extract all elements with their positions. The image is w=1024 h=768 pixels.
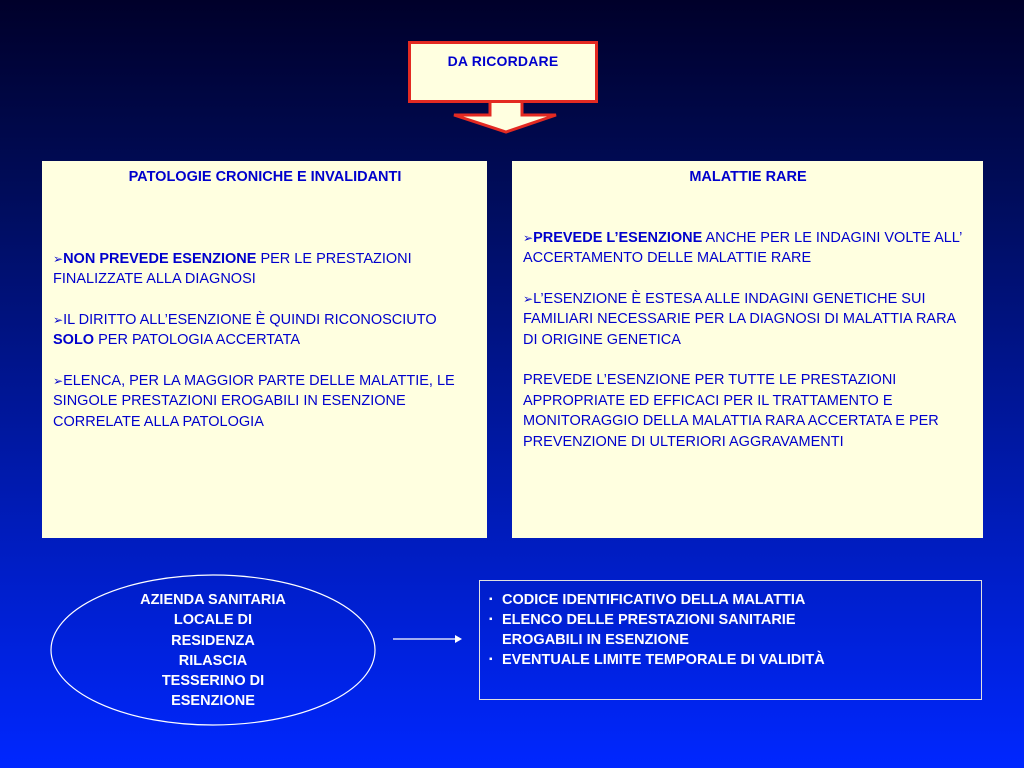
chronic-item-2-text-a: IL DIRITTO ALL’ESENZIONE È QUINDI RICONOSCIUTO: [63, 311, 437, 328]
chronic-item-3: [53, 371, 477, 433]
rare-item-1: [523, 228, 973, 269]
ellipse-line-6: ESENZIONE: [171, 693, 255, 710]
chronic-item-1: [53, 249, 477, 290]
rare-paragraph: PREVEDE L’ESENZIONE PER TUTTE LE PRESTAZIONI APPROPRIATE ED EFFICACI PER IL TRATTAMENTO E MONITORAGGIO DELLA MALATTIA RARA ACCERTATA E PER PREVENZIONE DI ULTERIORI AGGRAVAMENTI: [523, 372, 939, 450]
list-item-text: ELENCO DELLE PRESTAZIONI SANITARIE: [502, 612, 796, 628]
ellipse-line-2: LOCALE DI: [173, 612, 253, 629]
list-item: [489, 590, 971, 610]
callout-title: DA RICORDARE: [447, 53, 559, 69]
callout-box: [408, 41, 598, 103]
list-item-continuation: [489, 630, 971, 650]
arrow-bullet-icon: ➢: [53, 251, 64, 266]
chronic-item-1-text: PER LE PRESTAZIONI FINALIZZATE ALLA DIAGNOSI: [53, 250, 412, 287]
arrow-bullet-icon: ➢: [53, 312, 64, 327]
chronic-item-2-bold: SOLO: [53, 332, 95, 348]
list-item: [489, 610, 971, 630]
right-arrow-icon: [393, 632, 463, 646]
list-item-text: EROGABILI IN ESENZIONE: [502, 632, 689, 648]
square-bullet-icon: ▪: [489, 614, 493, 625]
chronic-item-2-text-b: PER PATOLOGIA ACCERTATA: [94, 332, 301, 348]
list-item: [489, 650, 971, 670]
chronic-item-2: [53, 310, 477, 351]
list-item-text: EVENTUALE LIMITE TEMPORALE DI VALIDITÀ: [502, 652, 825, 668]
asl-ellipse: [50, 574, 376, 726]
rare-item-2: [523, 289, 973, 351]
chronic-item-3-text: ELENCA, PER LA MAGGIOR PARTE DELLE MALATTIE, LE SINGOLE PRESTAZIONI EROGABILI IN ESENZIONE CORRELATE ALLA PATOLOGIA: [53, 372, 455, 430]
tesserino-contents-box: [479, 580, 982, 700]
rare-item-2-text: L’ESENZIONE È ESTESA ALLE INDAGINI GENETICHE SUI FAMILIARI NECESSARIE PER LA DIAGNOSI DI MALATTIA RARA DI ORIGINE GENETICA: [523, 290, 956, 348]
ellipse-line-5: TESSERINO DI: [161, 673, 265, 690]
panel-title-chronic: PATOLOGIE CRONICHE E INVALIDANTI: [128, 169, 402, 185]
chronic-item-1-bold: NON PREVEDE ESENZIONE: [63, 250, 257, 267]
rare-item-1-bold: PREVEDE L’ESENZIONE: [533, 229, 703, 246]
ellipse-line-1: AZIENDA SANITARIA: [140, 592, 286, 608]
rare-diseases-panel: [512, 161, 983, 538]
ellipse-line-3: RESIDENZA: [171, 632, 255, 649]
down-arrow-icon: [450, 100, 560, 134]
chronic-diseases-panel: [42, 161, 487, 538]
arrow-bullet-icon: ➢: [53, 373, 64, 388]
ellipse-line-4: RILASCIA: [178, 652, 248, 669]
square-bullet-icon: ▪: [489, 654, 493, 665]
arrow-bullet-icon: ➢: [523, 230, 534, 245]
list-item-text: CODICE IDENTIFICATIVO DELLA MALATTIA: [502, 592, 806, 608]
square-bullet-icon: ▪: [489, 594, 493, 605]
arrow-bullet-icon: ➢: [523, 291, 534, 306]
ellipse-text: [50, 590, 376, 712]
panel-title-rare: MALATTIE RARE: [689, 169, 807, 185]
rare-item-1-text: ANCHE PER LE INDAGINI VOLTE ALL’ ACCERTAMENTO DELLE MALATTIE RARE: [523, 229, 962, 266]
